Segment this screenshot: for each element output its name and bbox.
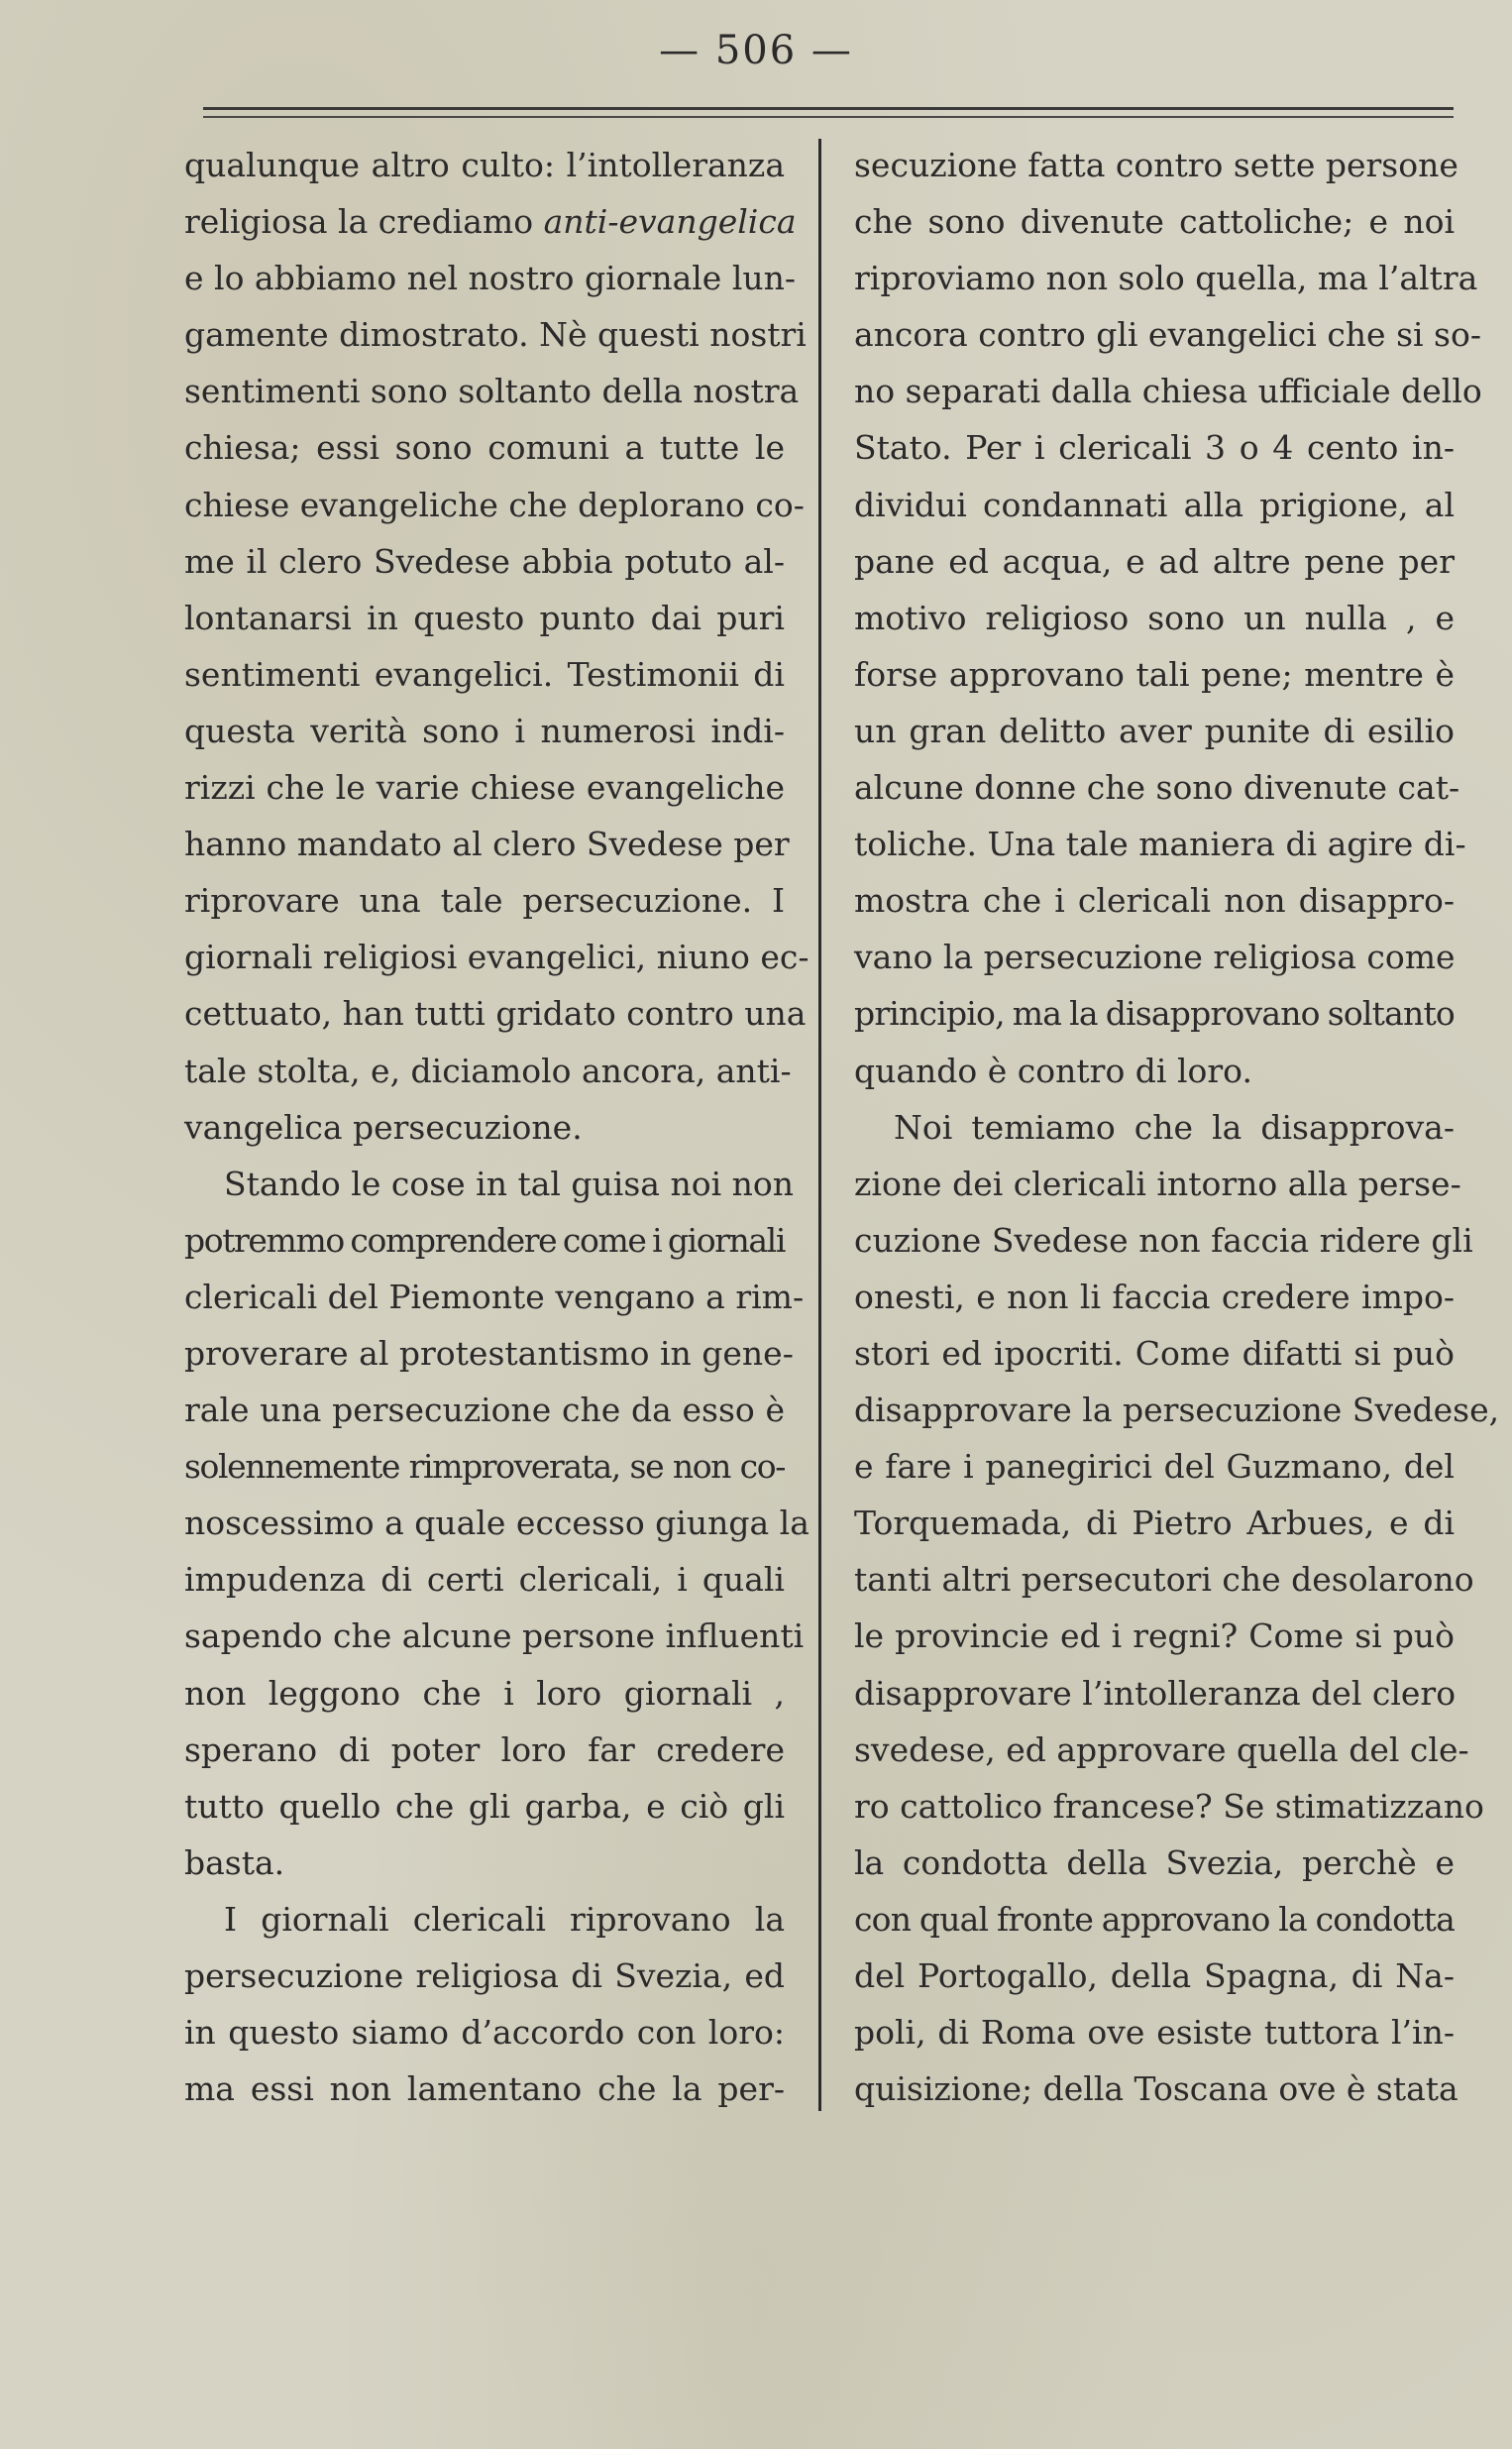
text-line-content: questa verità sono i numerosi indi- xyxy=(184,711,785,750)
text-line-content: onesti, e non li faccia credere impo- xyxy=(854,1277,1455,1316)
text-line-content: gamente dimostrato. Nè questi nostri xyxy=(184,315,807,355)
text-line-content: svedese, ed approvare quella del cle- xyxy=(854,1729,1469,1769)
text-line-content: noscessimo a quale eccesso giunga la xyxy=(184,1503,810,1543)
text-line xyxy=(854,1722,1469,1778)
text-line xyxy=(184,759,785,816)
text-line-content: Stato. Per i clericali 3 o 4 cento in- xyxy=(854,428,1455,468)
text-line xyxy=(184,590,785,646)
text-line-content: dividui condannati alla prigione, al xyxy=(854,485,1455,524)
text-line xyxy=(184,533,785,590)
text-line xyxy=(854,193,1455,250)
text-line-content: mostra che i clericali non disappro- xyxy=(854,881,1455,921)
text-line xyxy=(184,1778,785,1835)
text-line-content: impudenza di certi clericali, i quali xyxy=(184,1560,785,1600)
text-line-content: e lo abbiamo nel nostro giornale lun- xyxy=(184,259,797,298)
text-line-content: Torquemada, di Pietro Arbues, e di xyxy=(854,1503,1455,1543)
text-line xyxy=(854,872,1455,929)
text-line-content: principio, ma la disapprovano soltanto xyxy=(854,994,1455,1034)
text-line-content: tutto quello che gli garba, e ciò gli xyxy=(184,1786,785,1826)
text-line xyxy=(854,1043,1455,1099)
text-line-content: Noi temiamo che la disapprova- xyxy=(894,1107,1455,1147)
text-line xyxy=(854,533,1455,590)
text-line xyxy=(854,477,1455,533)
text-line xyxy=(184,1099,785,1156)
text-line xyxy=(184,1948,785,2004)
text-line-content: sentimenti evangelici. Testimonii di xyxy=(184,654,785,694)
page-number: — 506 — xyxy=(659,28,853,73)
text-line-content: disapprovare la persecuzione Svedese, xyxy=(854,1391,1500,1430)
text-line-content: rizzi che le varie chiese evangeliche xyxy=(184,768,785,808)
text-line xyxy=(184,1325,794,1382)
text-line-content: sperano di poter loro far credere xyxy=(184,1729,785,1769)
text-line xyxy=(854,985,1455,1042)
text-line-content: che sono divenute cattoliche; e noi xyxy=(854,202,1455,242)
text-line-content: motivo religioso sono un nulla , e xyxy=(854,598,1455,637)
text-line xyxy=(184,1212,785,1269)
text-line-content: alcune donne che sono divenute cat- xyxy=(854,768,1460,808)
text-line xyxy=(854,137,1458,193)
text-line-content: un gran delitto aver punite di esilio xyxy=(854,711,1455,750)
text-line xyxy=(184,1156,795,1212)
text-line xyxy=(184,2004,785,2060)
text-line xyxy=(184,1722,785,1778)
text-line xyxy=(184,1608,805,1664)
text-line xyxy=(854,306,1482,363)
text-line-content: chiesa; essi sono comuni a tutte le xyxy=(184,428,785,468)
text-line xyxy=(854,1665,1455,1722)
text-line-content: pane ed acqua, e ad altre pene per xyxy=(854,541,1455,581)
text-line xyxy=(854,419,1455,476)
text-line xyxy=(854,250,1478,306)
text-line-content: forse approvano tali pene; mentre è xyxy=(854,654,1455,694)
text-line-content: quisizione; della Toscana ove è stata xyxy=(854,2069,1458,2109)
text-line xyxy=(854,1608,1455,1664)
text-line xyxy=(184,306,807,363)
text-line-content: secuzione fatta contro sette persone xyxy=(854,146,1458,184)
text-line xyxy=(184,1043,792,1099)
text-line-content: clericali del Piemonte vengano a rim- xyxy=(184,1277,805,1316)
text-line-content: disapprovare l’intolleranza del clero xyxy=(854,1673,1457,1713)
text-line xyxy=(184,872,785,929)
text-line-content: hanno mandato al clero Svedese per xyxy=(184,825,790,864)
text-line-content: chiese evangeliche che deplorano co- xyxy=(184,485,805,524)
text-line-content: e fare i panegirici del Guzmano, del xyxy=(854,1447,1455,1487)
header-rule xyxy=(203,107,1454,118)
text-line xyxy=(854,2060,1458,2117)
text-line xyxy=(854,1891,1455,1948)
text-line xyxy=(184,1835,785,1891)
text-line-content: vangelica persecuzione. xyxy=(184,1107,583,1147)
text-line xyxy=(854,1382,1500,1438)
text-line xyxy=(854,1495,1455,1551)
text-line-content: con qual fronte approvano la condotta xyxy=(854,1899,1455,1939)
text-line-content: stori ed ipocriti. Come difatti si può xyxy=(854,1333,1455,1373)
text-line-content: potremmo comprendere come i giornali xyxy=(184,1220,785,1260)
text-line-content: del Portogallo, della Spagna, di Na- xyxy=(854,1956,1455,1995)
text-line-content: sapendo che alcune persone influenti xyxy=(184,1616,805,1656)
text-line xyxy=(854,1551,1474,1608)
text-line-content: cuzione Svedese non faccia ridere gli xyxy=(854,1220,1473,1260)
text-line xyxy=(184,419,785,476)
text-line xyxy=(854,363,1482,419)
text-line xyxy=(184,646,785,703)
right-text-column xyxy=(854,137,1500,2117)
text-line xyxy=(184,250,797,306)
text-line-content: persecuzione religiosa di Svezia, ed xyxy=(184,1956,785,1995)
text-line-content: giornali religiosi evangelici, niuno ec- xyxy=(184,938,810,977)
text-line-content: no separati dalla chiesa ufficiale dello xyxy=(854,372,1482,411)
text-line xyxy=(854,590,1455,646)
text-line xyxy=(854,1212,1473,1269)
text-line xyxy=(184,1891,785,1948)
text-line xyxy=(184,929,810,985)
text-line-content: in questo siamo d’accordo con loro: xyxy=(184,2013,785,2053)
text-line-content: cettuato, han tutti gridato contro una xyxy=(184,994,807,1034)
text-line-content: le provincie ed i regni? Come si può xyxy=(854,1616,1455,1656)
text-line-content: tanti altri persecutori che desolarono xyxy=(854,1560,1474,1600)
text-line-content: toliche. Una tale maniera di agire di- xyxy=(854,825,1466,864)
text-line-content: ancora contro gli evangelici che si so- xyxy=(854,315,1482,355)
text-line-content: tale stolta, e, diciamolo ancora, anti- xyxy=(184,1051,792,1090)
text-line xyxy=(854,1269,1455,1325)
text-line xyxy=(184,1665,785,1722)
text-line-content: solennemente rimproverata, se non co- xyxy=(184,1447,785,1487)
text-line-content: zione dei clericali intorno alla perse- xyxy=(854,1164,1461,1203)
text-line xyxy=(184,1495,810,1551)
text-line xyxy=(184,703,785,759)
text-line xyxy=(184,1382,785,1438)
text-line-content: quando è contro di loro. xyxy=(854,1051,1252,1090)
text-line xyxy=(184,363,800,419)
text-line xyxy=(184,137,785,193)
text-line xyxy=(854,646,1455,703)
text-line xyxy=(854,1099,1455,1156)
text-line xyxy=(854,1156,1461,1212)
text-line xyxy=(854,1325,1455,1382)
text-line-content: proverare al protestantismo in gene- xyxy=(184,1333,794,1373)
text-line xyxy=(854,816,1466,872)
text-line-content: riprovare una tale persecuzione. I xyxy=(184,881,785,921)
text-line xyxy=(184,1269,805,1325)
text-line-content: me il clero Svedese abbia potuto al- xyxy=(184,541,785,581)
text-line-content: riproviamo non solo quella, ma l’altra xyxy=(854,259,1478,298)
text-line xyxy=(184,2060,785,2117)
text-line-content: ma essi non lamentano che la per- xyxy=(184,2069,785,2109)
text-line xyxy=(184,816,790,872)
text-line xyxy=(184,477,805,533)
text-line xyxy=(854,1778,1484,1835)
text-line-content: Stando le cose in tal guisa noi non xyxy=(224,1164,795,1203)
text-line xyxy=(184,1551,785,1608)
text-line xyxy=(854,929,1455,985)
text-line xyxy=(854,759,1460,816)
text-line-content: rale una persecuzione che da esso è xyxy=(184,1391,785,1430)
text-line-content: la condotta della Svezia, perchè e xyxy=(854,1842,1455,1882)
text-line xyxy=(854,703,1455,759)
italic-emphasis: anti-evangelica xyxy=(543,202,797,242)
text-line-content: poli, di Roma ove esiste tuttora l’in- xyxy=(854,2013,1455,2053)
text-line-content: religiosa la crediamo xyxy=(184,202,544,242)
text-line-content: sentimenti sono soltanto della nostra xyxy=(184,372,800,411)
text-line-content: qualunque altro culto: l’intolleranza xyxy=(184,146,785,184)
text-line-content: vano la persecuzione religiosa come xyxy=(854,938,1456,977)
text-line-content: ro cattolico francese? Se stimatizzano xyxy=(854,1786,1484,1826)
left-text-column xyxy=(184,137,810,2117)
text-line xyxy=(854,1438,1455,1495)
text-line-content: non leggono che i loro giornali , xyxy=(184,1673,785,1713)
text-line xyxy=(184,193,797,250)
text-line xyxy=(854,2004,1455,2060)
text-line xyxy=(184,1438,785,1495)
text-line xyxy=(184,985,807,1042)
column-divider xyxy=(818,139,821,2111)
text-line-content: basta. xyxy=(184,1842,285,1882)
text-line-content: lontanarsi in questo punto dai puri xyxy=(184,598,785,637)
text-line xyxy=(854,1948,1455,2004)
text-line xyxy=(854,1835,1455,1891)
text-line-content: I giornali clericali riprovano la xyxy=(224,1899,785,1939)
